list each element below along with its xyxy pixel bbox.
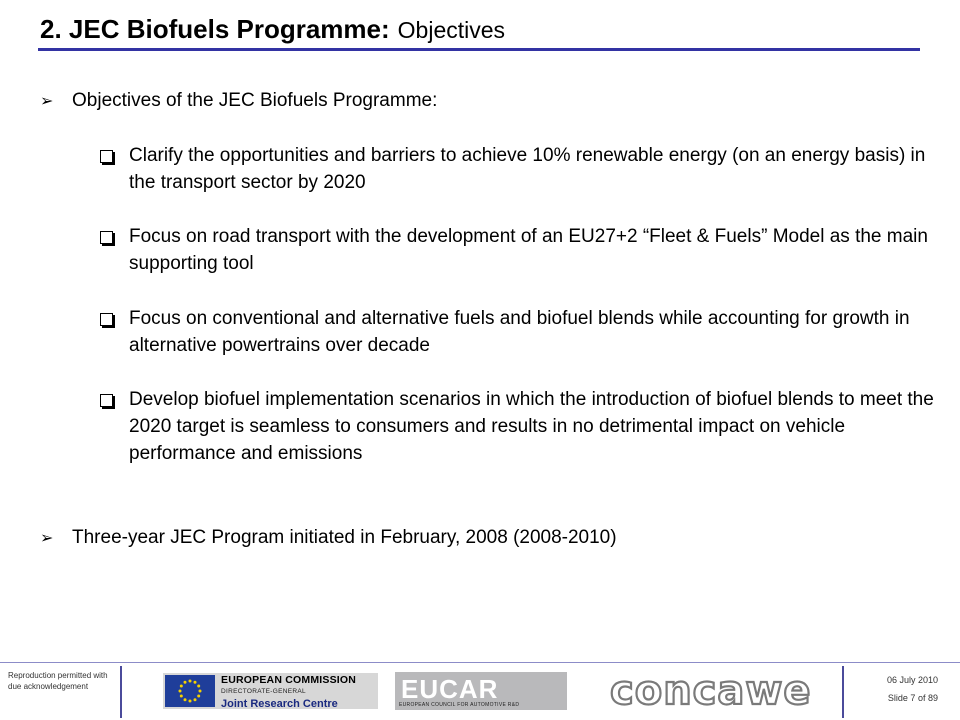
footer-permission: Reproduction permitted with due acknowledgement <box>8 671 108 691</box>
ec-jrc-logo <box>163 673 378 709</box>
title-rule <box>38 48 920 51</box>
footer-info <box>887 671 938 707</box>
ec-name: EUROPEAN COMMISSION <box>221 674 357 686</box>
footer-rule <box>0 662 960 663</box>
title-main: 2. JEC Biofuels Programme: <box>40 14 390 44</box>
bullet-objectives <box>40 88 437 115</box>
checkbox-bullet-icon <box>100 313 113 326</box>
sub-bullet-text: Focus on road transport with the development of an EU27+2 “Fleet & Fuels” Model as the main supporting tool <box>129 226 928 274</box>
bullet-text: Three-year JEC Program initiated in February, 2008 (2008-2010) <box>72 527 617 548</box>
sub-bullet-text: Focus on conventional and alternative fuels and biofuel blends while accounting for growth in alternative powertrains over decade <box>129 308 910 356</box>
bullet-text: Objectives of the JEC Biofuels Programme: <box>72 90 438 111</box>
sub-bullet <box>100 142 940 196</box>
sub-bullet <box>100 223 940 277</box>
ec-jrc-text <box>221 674 356 710</box>
sub-bullet-text: Clarify the opportunities and barriers to achieve 10% renewable energy (on an energy basis) in the transport sector by 2020 <box>129 145 926 193</box>
checkbox-bullet-icon <box>100 394 113 407</box>
concawe-logo: concawe <box>610 668 812 714</box>
checkbox-bullet-icon <box>100 231 113 244</box>
arrow-bullet-icon: ➢ <box>40 93 54 110</box>
slide-counter <box>887 689 938 707</box>
ec-dg: DIRECTORATE-GENERAL <box>221 688 306 695</box>
bullet-program <box>40 525 617 552</box>
slide-total: 89 <box>927 693 938 703</box>
eucar-subtitle: EUROPEAN COUNCIL FOR AUTOMOTIVE R&D <box>399 702 520 708</box>
footer-date: 06 July 2010 <box>886 675 938 685</box>
sub-bullet <box>100 305 940 359</box>
slide-label: Slide <box>887 693 908 703</box>
eucar-logo <box>395 672 567 710</box>
of-label: of <box>917 693 926 703</box>
title-sub: Objectives <box>397 17 506 43</box>
slide-number: 7 <box>910 693 916 703</box>
footer-divider <box>120 666 122 718</box>
slide-title <box>40 14 505 45</box>
sub-bullet <box>100 386 940 467</box>
eu-flag-icon <box>165 675 215 707</box>
footer-divider <box>842 666 844 718</box>
eucar-name: EUCAR <box>401 674 499 704</box>
ec-jrc: Joint Research Centre <box>221 698 338 710</box>
sub-bullet-text: Develop biofuel implementation scenarios in which the introduction of biofuel blends to meet the 2020 target is seamless to consumers and results in no detrimental impact on vehicle performance and emissions <box>129 389 934 464</box>
arrow-bullet-icon: ➢ <box>40 530 54 547</box>
checkbox-bullet-icon <box>100 150 113 163</box>
